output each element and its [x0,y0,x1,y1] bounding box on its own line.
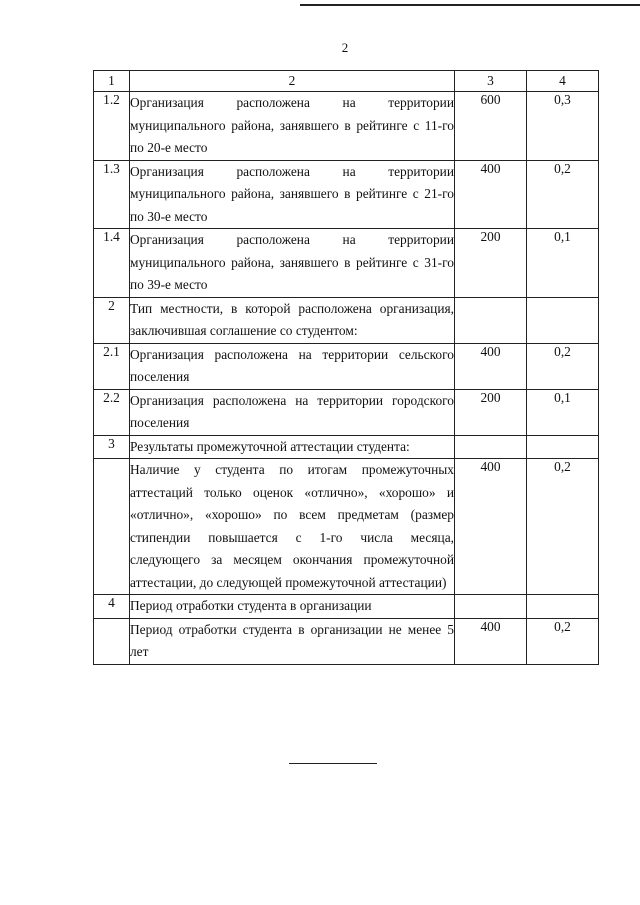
table-row [94,389,599,435]
row-value-col3: 200 [455,389,527,435]
row-description: Результаты промежуточной аттестации студента: [130,435,455,459]
row-value-col4: 0,2 [527,618,599,664]
table-row [94,229,599,298]
row-value-col3 [455,435,527,459]
row-number: 2 [94,297,130,343]
header-cell-3: 3 [455,71,527,92]
row-value-col4 [527,297,599,343]
row-number: 2.2 [94,389,130,435]
page-number: 2 [341,40,349,55]
row-value-col3: 400 [455,160,527,229]
row-number: 1.2 [94,92,130,161]
row-value-col4 [527,595,599,619]
table-row [94,297,599,343]
row-value-col3: 400 [455,459,527,595]
row-description: Тип местности, в которой расположена организация, заключившая соглашение со студентом: [130,297,455,343]
row-description: Организация расположена на территории сельского поселения [130,343,455,389]
row-value-col4: 0,2 [527,343,599,389]
header-cell-1: 1 [94,71,130,92]
row-value-col4: 0,2 [527,459,599,595]
row-description: Период отработки студента в организации [130,595,455,619]
row-number: 4 [94,595,130,619]
row-number: 1.4 [94,229,130,298]
table-header-row [94,71,599,92]
header-cell-2: 2 [130,71,455,92]
row-value-col3 [455,297,527,343]
table-row [94,618,599,664]
row-value-col3: 400 [455,618,527,664]
row-number: 3 [94,435,130,459]
row-number: 2.1 [94,343,130,389]
row-value-col4: 0,1 [527,229,599,298]
row-value-col4 [527,435,599,459]
row-value-col3: 200 [455,229,527,298]
row-description: Организация расположена на территории муниципального района, занявшего в рейтинге с 21-го по 30-е место [130,160,455,229]
row-value-col4: 0,3 [527,92,599,161]
row-description: Наличие у студента по итогам промежуточных аттестаций только оценок «отлично», «хорошо» и «отлично», «хорошо» по всем предметам (размер стипендии повышается с 1-го числа месяца, следующего за месяцем окончания промежуточной аттестации, до следующей промежуточной аттестации) [130,459,455,595]
table-row [94,459,599,595]
row-description: Организация расположена на территории муниципального района, занявшего в рейтинге с 11-го по 20-е место [130,92,455,161]
row-value-col3: 600 [455,92,527,161]
row-description: Организация расположена на территории городского поселения [130,389,455,435]
criteria-table [93,70,599,665]
row-number [94,618,130,664]
row-number: 1.3 [94,160,130,229]
end-of-document-rule [289,763,377,764]
row-value-col3 [455,595,527,619]
row-number [94,459,130,595]
table-row [94,595,599,619]
row-description: Период отработки студента в организации не менее 5 лет [130,618,455,664]
row-value-col4: 0,1 [527,389,599,435]
table-row [94,92,599,161]
row-value-col4: 0,2 [527,160,599,229]
table-row [94,160,599,229]
table-row [94,343,599,389]
header-cell-4: 4 [527,71,599,92]
top-rule [300,4,640,6]
row-value-col3: 400 [455,343,527,389]
row-description: Организация расположена на территории муниципального района, занявшего в рейтинге с 31-го по 39-е место [130,229,455,298]
table-row [94,435,599,459]
